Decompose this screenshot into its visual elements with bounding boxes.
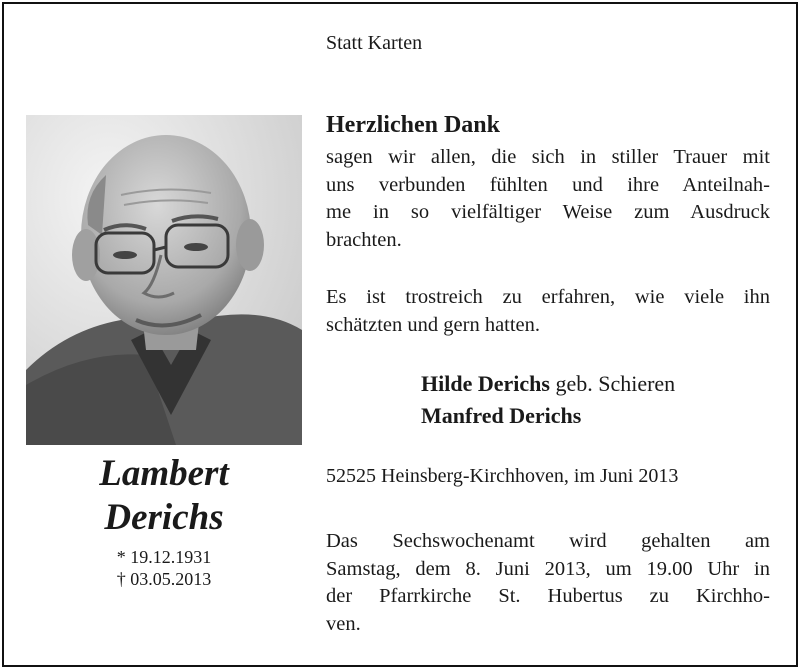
header-text: Statt Karten: [326, 32, 423, 54]
text-line: schätzten und gern hatten.: [326, 313, 541, 336]
signer-name: Manfred Derichs: [421, 403, 582, 428]
signer: [421, 371, 675, 397]
service-paragraph: [326, 528, 770, 638]
text-line: der Pfarrkirche St. Hubertus zu Kirchho-: [326, 585, 770, 607]
deceased-last-name: Derichs: [104, 497, 224, 538]
signer-suffix: geb. Schieren: [549, 371, 676, 396]
text-line: uns verbunden fühlten und ihre Anteilnah-: [326, 173, 770, 196]
thanks-title: Herzlichen Dank: [326, 112, 500, 138]
birth-date: * 19.12.1931: [116, 547, 212, 567]
text-line: me in so vielfältiger Weise zum Ausdruck: [326, 201, 770, 223]
signer-name: Hilde Derichs: [421, 371, 550, 396]
thanks-paragraph: [326, 144, 770, 254]
death-date: † 03.05.2013: [116, 569, 212, 589]
text-line: Samstag, dem 8. Juni 2013, um 19.00 Uhr in: [326, 557, 770, 580]
text-line: Das Sechswochenamt wird gehalten am: [326, 530, 770, 552]
text-line: brachten.: [326, 228, 402, 251]
text-line: sagen wir allen, die sich in stiller Trauer mit: [326, 146, 770, 168]
portrait-photo: [26, 115, 302, 445]
comfort-paragraph: [326, 284, 770, 339]
text-line: Es ist trostreich zu erfahren, wie viele ihn: [326, 286, 770, 308]
deceased-first-name: Lambert: [99, 453, 229, 494]
signer: [421, 403, 581, 429]
place-date: 52525 Heinsberg-Kirchhoven, im Juni 2013: [326, 465, 679, 487]
text-line: ven.: [326, 612, 361, 635]
